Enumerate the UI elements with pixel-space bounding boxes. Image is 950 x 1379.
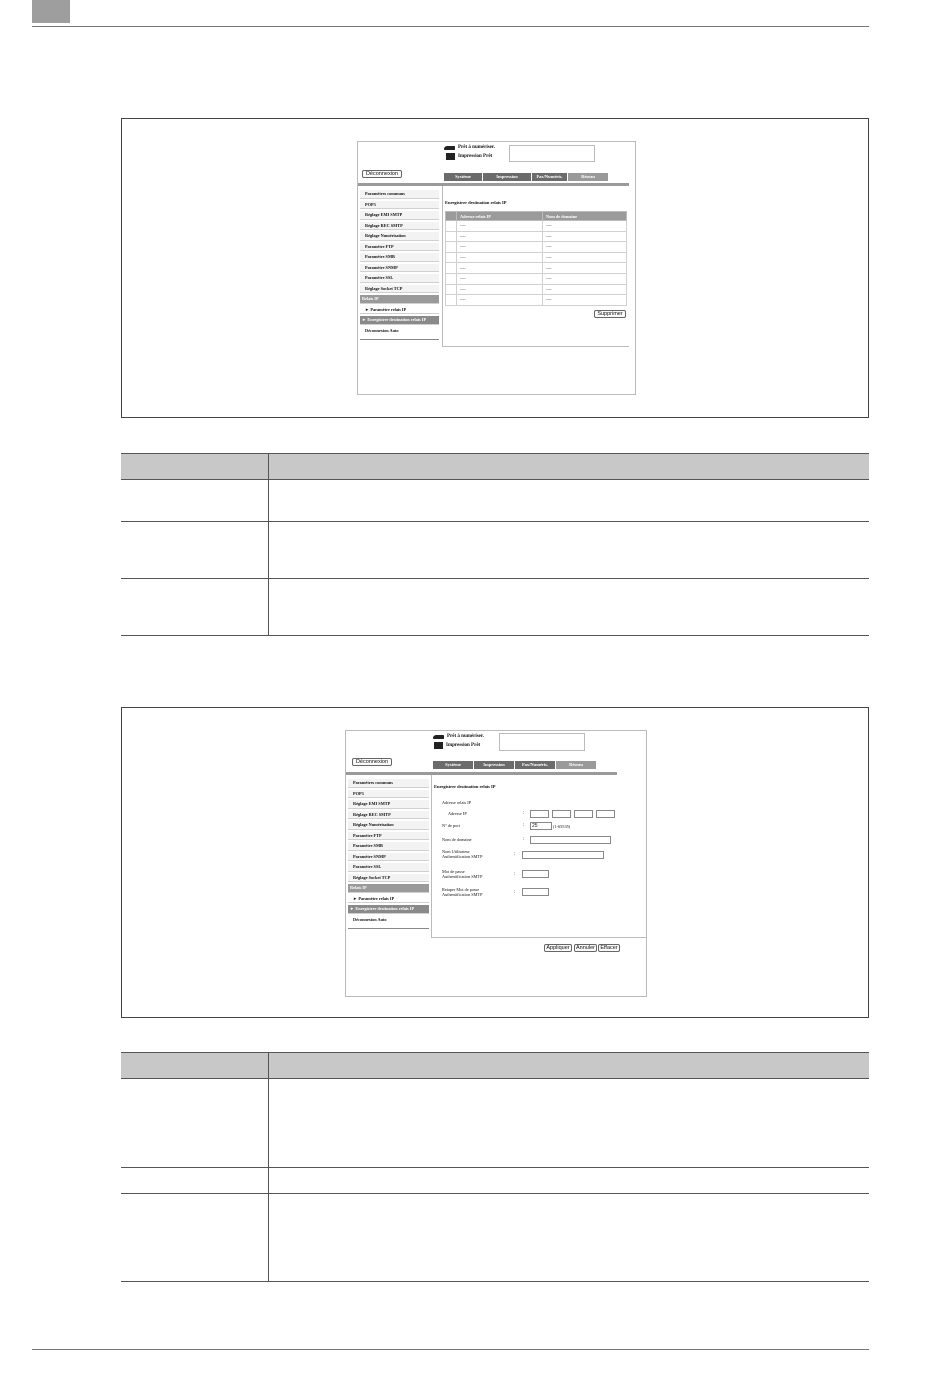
row-checkbox[interactable]	[446, 221, 457, 232]
table-row[interactable]: ---- ----	[446, 273, 627, 284]
select-column-header	[446, 212, 457, 221]
smtp-password-confirm-label: Retaper Mot de passe Authentification SMTP	[442, 887, 483, 897]
web-ui-screen-1	[357, 141, 636, 395]
row-checkbox[interactable]	[446, 295, 457, 306]
port-range-hint: (1-65535)	[553, 824, 571, 829]
description-row	[121, 1168, 869, 1194]
ip-octet-2-input[interactable]	[552, 810, 571, 818]
table-row[interactable]: ---- ----	[446, 263, 627, 274]
sidebar-divider	[348, 928, 429, 929]
message-box	[499, 733, 585, 751]
sidebar-item-scan[interactable]: Réglage Numérisation	[360, 232, 439, 241]
colon: :	[523, 837, 525, 842]
colon: :	[514, 852, 516, 857]
sidebar-item-snmp[interactable]: Paramètre SNMP	[360, 264, 439, 273]
sidebar-item-auto-logout[interactable]: Déconnexion Auto	[348, 916, 429, 925]
table-row[interactable]: ---- ----	[446, 284, 627, 295]
table-row[interactable]: ---- ----	[446, 295, 627, 306]
sidebar-divider	[360, 339, 439, 340]
scanner-icon	[433, 735, 444, 739]
sidebar-item-ip-relay-settings[interactable]: ► Paramètre relais IP	[348, 895, 429, 904]
ip-octet-4-input[interactable]	[596, 810, 615, 818]
tab-fax-scan[interactable]: Fax/Numéris.	[532, 173, 567, 181]
description-row	[121, 1194, 869, 1282]
screenshot-frame-2	[121, 707, 869, 1018]
content-title: Enregistrer destination relais IP	[434, 784, 496, 789]
logout-button[interactable]: Déconnexion	[352, 758, 392, 766]
row-checkbox[interactable]	[446, 242, 457, 253]
tab-system[interactable]: Système	[433, 761, 473, 769]
row-checkbox[interactable]	[446, 284, 457, 295]
description-header-detail	[268, 1053, 869, 1079]
main-tabs	[444, 173, 608, 181]
sidebar-item-ssl[interactable]: Paramètre SSL	[360, 274, 439, 283]
description-row	[121, 522, 869, 579]
page-number-tab	[32, 0, 70, 23]
domain-label: Nom de domaine	[442, 837, 472, 842]
content-divider	[431, 775, 432, 937]
footer-rule	[32, 1349, 869, 1350]
table-row[interactable]: ---- ----	[446, 242, 627, 253]
tab-print[interactable]: Impression	[483, 173, 531, 181]
smtp-user-label: Nom Utilisateur Authentification SMTP	[442, 849, 483, 859]
port-input[interactable]: 25	[530, 822, 552, 830]
description-row	[121, 480, 869, 522]
print-status: Impression Prêt	[434, 742, 480, 749]
description-header-row	[121, 1053, 869, 1079]
tab-network[interactable]: Réseau	[556, 761, 596, 769]
scanner-icon	[444, 146, 455, 150]
sidebar-item-smtp-send[interactable]: Réglage EMI SMTP	[348, 800, 429, 809]
table-row[interactable]: ---- ----	[446, 221, 627, 232]
tab-underline	[346, 772, 617, 775]
sidebar-item-auto-logout[interactable]: Déconnexion Auto	[360, 327, 439, 336]
sidebar-item-register-ip-relay[interactable]: ► Enregistrer destination relais IP	[348, 905, 429, 914]
column-header-domain: Nom de domaine	[543, 212, 627, 221]
colon: :	[523, 823, 525, 828]
sidebar-item-scan[interactable]: Réglage Numérisation	[348, 821, 429, 830]
sidebar-item-common[interactable]: Paramètres communs	[360, 190, 439, 199]
message-box	[509, 145, 595, 162]
table-header-row	[446, 212, 627, 221]
column-header-address: Adresse relais IP	[457, 212, 543, 221]
tab-fax-scan[interactable]: Fax/Numéris.	[515, 761, 555, 769]
sidebar-item-smtp-send[interactable]: Réglage EMI SMTP	[360, 211, 439, 220]
ip-octet-1-input[interactable]	[530, 810, 549, 818]
port-label: N° de port	[442, 823, 460, 828]
colon: :	[514, 872, 516, 877]
row-checkbox[interactable]	[446, 231, 457, 242]
web-ui-screen-2	[345, 730, 647, 997]
description-table-1	[121, 453, 869, 636]
sidebar-section-ip-relay: Relais IP	[348, 884, 429, 893]
description-header-detail	[268, 454, 869, 480]
description-header-item	[121, 454, 268, 480]
sidebar-item-ssl[interactable]: Paramètre SSL	[348, 863, 429, 872]
sidebar-item-common[interactable]: Paramètres communs	[348, 779, 429, 788]
smtp-password-confirm-input[interactable]	[522, 888, 549, 896]
main-tabs	[433, 761, 596, 769]
apply-button[interactable]: Appliquer	[544, 944, 572, 952]
ip-address-label: Adresse IP	[448, 811, 467, 816]
cancel-button[interactable]: Annuler	[574, 944, 597, 952]
description-row	[121, 1079, 869, 1168]
row-checkbox[interactable]	[446, 263, 457, 274]
sidebar-item-smb[interactable]: Paramètre SMB	[348, 842, 429, 851]
delete-button[interactable]: Supprimer	[594, 310, 626, 318]
sidebar-item-smtp-receive[interactable]: Réglage REC SMTP	[360, 222, 439, 231]
sidebar	[348, 779, 429, 929]
print-status: Impression Prêt	[446, 153, 492, 160]
sidebar-item-register-ip-relay[interactable]: ► Enregistrer destination relais IP	[360, 316, 439, 325]
description-table-2	[121, 1052, 869, 1282]
sidebar	[360, 190, 439, 340]
clear-button[interactable]: Effacer	[598, 944, 620, 952]
printer-icon	[446, 153, 455, 160]
logout-button[interactable]: Déconnexion	[362, 170, 402, 178]
smtp-user-input[interactable]	[522, 851, 604, 859]
content-divider	[442, 186, 443, 346]
description-header-item	[121, 1053, 268, 1079]
relay-destination-table	[445, 211, 627, 306]
content-bottom-rule	[442, 346, 629, 347]
sidebar-item-snmp[interactable]: Paramètre SNMP	[348, 853, 429, 862]
sidebar-item-pop3[interactable]: POP3	[348, 790, 429, 799]
content-title: Enregistrer destination relais IP	[445, 200, 507, 205]
relay-address-label: Adresse relais IP	[442, 800, 472, 805]
header-rule	[32, 26, 869, 27]
printer-icon	[434, 742, 443, 749]
sidebar-item-smtp-receive[interactable]: Réglage REC SMTP	[348, 811, 429, 820]
tab-underline	[358, 183, 629, 186]
colon: :	[523, 811, 525, 816]
table-row[interactable]: ---- ----	[446, 252, 627, 263]
sidebar-item-tcp-socket[interactable]: Réglage Socket TCP	[360, 285, 439, 294]
scan-status: Prêt à numériser.	[444, 145, 495, 150]
content-bottom-rule	[431, 937, 647, 938]
domain-input[interactable]	[530, 836, 611, 844]
colon: :	[514, 890, 516, 895]
description-header-row	[121, 454, 869, 480]
sidebar-item-ftp[interactable]: Paramètre FTP	[348, 832, 429, 841]
sidebar-item-ftp[interactable]: Paramètre FTP	[360, 243, 439, 252]
row-checkbox[interactable]	[446, 252, 457, 263]
tab-print[interactable]: Impression	[474, 761, 514, 769]
table-row[interactable]: ---- ----	[446, 231, 627, 242]
smtp-password-label: Mot de passe Authentification SMTP	[442, 869, 483, 879]
sidebar-item-ip-relay-settings[interactable]: ► Paramètre relais IP	[360, 306, 439, 315]
screenshot-frame-1	[121, 118, 869, 418]
row-checkbox[interactable]	[446, 273, 457, 284]
ip-octet-3-input[interactable]	[574, 810, 593, 818]
sidebar-item-smb[interactable]: Paramètre SMB	[360, 253, 439, 262]
description-row	[121, 579, 869, 636]
sidebar-item-tcp-socket[interactable]: Réglage Socket TCP	[348, 874, 429, 883]
tab-system[interactable]: Système	[444, 173, 482, 181]
scan-status: Prêt à numériser.	[433, 734, 484, 739]
sidebar-item-pop3[interactable]: POP3	[360, 201, 439, 210]
sidebar-section-ip-relay: Relais IP	[360, 295, 439, 304]
smtp-password-input[interactable]	[522, 870, 549, 878]
tab-network[interactable]: Réseau	[568, 173, 608, 181]
